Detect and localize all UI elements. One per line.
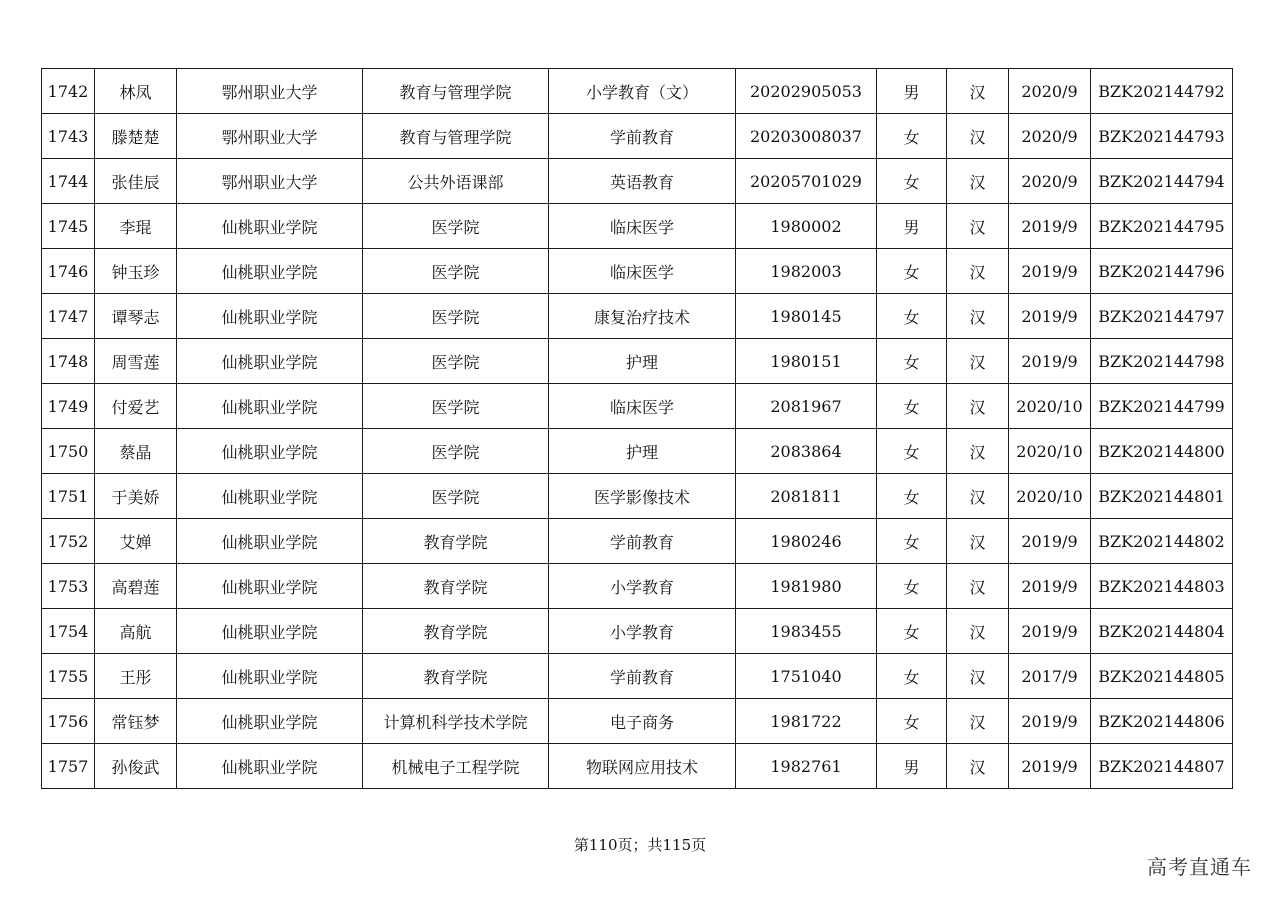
cert-number-cell: BZK202144806 (1091, 699, 1233, 744)
major-cell: 临床医学 (549, 384, 736, 429)
major-cell: 护理 (549, 429, 736, 474)
table-row (42, 744, 1233, 789)
cert-number-cell: BZK202144801 (1091, 474, 1233, 519)
seq-cell: 1746 (42, 249, 95, 294)
major-cell: 物联网应用技术 (549, 744, 736, 789)
seq-cell: 1754 (42, 609, 95, 654)
name-cell: 常钰梦 (95, 699, 177, 744)
school-cell: 鄂州职业大学 (177, 69, 363, 114)
ethnicity-cell: 汉 (947, 474, 1009, 519)
name-cell: 林凤 (95, 69, 177, 114)
ethnicity-cell: 汉 (947, 654, 1009, 699)
department-cell: 教育学院 (363, 519, 549, 564)
seq-cell: 1752 (42, 519, 95, 564)
name-cell: 蔡晶 (95, 429, 177, 474)
student-id-cell: 1980145 (736, 294, 877, 339)
gender-cell: 男 (877, 69, 947, 114)
gender-cell: 女 (877, 294, 947, 339)
gender-cell: 女 (877, 609, 947, 654)
table-row (42, 654, 1233, 699)
school-cell: 仙桃职业学院 (177, 744, 363, 789)
gender-cell: 女 (877, 159, 947, 204)
student-id-cell: 2083864 (736, 429, 877, 474)
school-cell: 仙桃职业学院 (177, 204, 363, 249)
table-row (42, 429, 1233, 474)
cert-number-cell: BZK202144805 (1091, 654, 1233, 699)
name-cell: 于美娇 (95, 474, 177, 519)
major-cell: 护理 (549, 339, 736, 384)
name-cell: 孙俊武 (95, 744, 177, 789)
enroll-date-cell: 2017/9 (1009, 654, 1091, 699)
department-cell: 计算机科学技术学院 (363, 699, 549, 744)
cert-number-cell: BZK202144793 (1091, 114, 1233, 159)
cert-number-cell: BZK202144799 (1091, 384, 1233, 429)
school-cell: 仙桃职业学院 (177, 519, 363, 564)
ethnicity-cell: 汉 (947, 114, 1009, 159)
student-id-cell: 2081967 (736, 384, 877, 429)
table-row (42, 114, 1233, 159)
table-row (42, 519, 1233, 564)
school-cell: 仙桃职业学院 (177, 564, 363, 609)
gender-cell: 男 (877, 204, 947, 249)
table-row (42, 294, 1233, 339)
student-id-cell: 1981722 (736, 699, 877, 744)
gender-cell: 女 (877, 474, 947, 519)
seq-cell: 1749 (42, 384, 95, 429)
table-row (42, 249, 1233, 294)
student-id-cell: 2081811 (736, 474, 877, 519)
enroll-date-cell: 2019/9 (1009, 564, 1091, 609)
gender-cell: 女 (877, 519, 947, 564)
name-cell: 李琨 (95, 204, 177, 249)
seq-cell: 1743 (42, 114, 95, 159)
gender-cell: 女 (877, 699, 947, 744)
student-id-cell: 1980151 (736, 339, 877, 384)
name-cell: 艾婵 (95, 519, 177, 564)
seq-cell: 1753 (42, 564, 95, 609)
table-row (42, 609, 1233, 654)
cert-number-cell: BZK202144796 (1091, 249, 1233, 294)
major-cell: 学前教育 (549, 519, 736, 564)
gender-cell: 女 (877, 114, 947, 159)
enroll-date-cell: 2020/9 (1009, 69, 1091, 114)
cert-number-cell: BZK202144795 (1091, 204, 1233, 249)
name-cell: 谭琴志 (95, 294, 177, 339)
seq-cell: 1750 (42, 429, 95, 474)
department-cell: 公共外语课部 (363, 159, 549, 204)
ethnicity-cell: 汉 (947, 429, 1009, 474)
seq-cell: 1751 (42, 474, 95, 519)
major-cell: 医学影像技术 (549, 474, 736, 519)
gender-cell: 女 (877, 429, 947, 474)
ethnicity-cell: 汉 (947, 249, 1009, 294)
table-row (42, 384, 1233, 429)
gender-cell: 男 (877, 744, 947, 789)
student-id-cell: 1982761 (736, 744, 877, 789)
cert-number-cell: BZK202144792 (1091, 69, 1233, 114)
student-id-cell: 1982003 (736, 249, 877, 294)
student-id-cell: 1751040 (736, 654, 877, 699)
school-cell: 仙桃职业学院 (177, 339, 363, 384)
school-cell: 仙桃职业学院 (177, 294, 363, 339)
major-cell: 临床医学 (549, 249, 736, 294)
ethnicity-cell: 汉 (947, 294, 1009, 339)
school-cell: 仙桃职业学院 (177, 609, 363, 654)
table-row (42, 474, 1233, 519)
ethnicity-cell: 汉 (947, 339, 1009, 384)
student-id-cell: 20205701029 (736, 159, 877, 204)
student-id-cell: 1983455 (736, 609, 877, 654)
major-cell: 学前教育 (549, 114, 736, 159)
cert-number-cell: BZK202144804 (1091, 609, 1233, 654)
department-cell: 教育与管理学院 (363, 114, 549, 159)
seq-cell: 1747 (42, 294, 95, 339)
enroll-date-cell: 2019/9 (1009, 249, 1091, 294)
major-cell: 小学教育 (549, 609, 736, 654)
student-record-table (41, 68, 1233, 789)
seq-cell: 1748 (42, 339, 95, 384)
school-cell: 仙桃职业学院 (177, 249, 363, 294)
gender-cell: 女 (877, 339, 947, 384)
enroll-date-cell: 2020/10 (1009, 384, 1091, 429)
name-cell: 张佳辰 (95, 159, 177, 204)
department-cell: 医学院 (363, 474, 549, 519)
department-cell: 医学院 (363, 204, 549, 249)
ethnicity-cell: 汉 (947, 699, 1009, 744)
student-id-cell: 20202905053 (736, 69, 877, 114)
department-cell: 教育学院 (363, 654, 549, 699)
ethnicity-cell: 汉 (947, 744, 1009, 789)
student-id-cell: 1980002 (736, 204, 877, 249)
name-cell: 周雪莲 (95, 339, 177, 384)
name-cell: 钟玉珍 (95, 249, 177, 294)
seq-cell: 1756 (42, 699, 95, 744)
ethnicity-cell: 汉 (947, 609, 1009, 654)
major-cell: 英语教育 (549, 159, 736, 204)
cert-number-cell: BZK202144803 (1091, 564, 1233, 609)
gender-cell: 女 (877, 384, 947, 429)
department-cell: 医学院 (363, 249, 549, 294)
major-cell: 学前教育 (549, 654, 736, 699)
school-cell: 仙桃职业学院 (177, 474, 363, 519)
ethnicity-cell: 汉 (947, 519, 1009, 564)
gender-cell: 女 (877, 249, 947, 294)
seq-cell: 1757 (42, 744, 95, 789)
department-cell: 医学院 (363, 339, 549, 384)
major-cell: 临床医学 (549, 204, 736, 249)
department-cell: 教育学院 (363, 609, 549, 654)
enroll-date-cell: 2019/9 (1009, 294, 1091, 339)
school-cell: 仙桃职业学院 (177, 429, 363, 474)
name-cell: 王彤 (95, 654, 177, 699)
seq-cell: 1755 (42, 654, 95, 699)
name-cell: 高航 (95, 609, 177, 654)
major-cell: 电子商务 (549, 699, 736, 744)
seq-cell: 1742 (42, 69, 95, 114)
enroll-date-cell: 2019/9 (1009, 204, 1091, 249)
department-cell: 医学院 (363, 384, 549, 429)
table-row (42, 69, 1233, 114)
ethnicity-cell: 汉 (947, 384, 1009, 429)
major-cell: 康复治疗技术 (549, 294, 736, 339)
school-cell: 仙桃职业学院 (177, 654, 363, 699)
ethnicity-cell: 汉 (947, 69, 1009, 114)
school-cell: 鄂州职业大学 (177, 159, 363, 204)
cert-number-cell: BZK202144798 (1091, 339, 1233, 384)
ethnicity-cell: 汉 (947, 564, 1009, 609)
table-row (42, 159, 1233, 204)
department-cell: 医学院 (363, 294, 549, 339)
enroll-date-cell: 2020/10 (1009, 429, 1091, 474)
table-body (42, 69, 1233, 789)
cert-number-cell: BZK202144802 (1091, 519, 1233, 564)
gender-cell: 女 (877, 654, 947, 699)
name-cell: 滕楚楚 (95, 114, 177, 159)
name-cell: 付爱艺 (95, 384, 177, 429)
enroll-date-cell: 2019/9 (1009, 519, 1091, 564)
seq-cell: 1744 (42, 159, 95, 204)
table-row (42, 204, 1233, 249)
cert-number-cell: BZK202144794 (1091, 159, 1233, 204)
cert-number-cell: BZK202144800 (1091, 429, 1233, 474)
enroll-date-cell: 2020/9 (1009, 114, 1091, 159)
student-id-cell: 20203008037 (736, 114, 877, 159)
student-id-cell: 1981980 (736, 564, 877, 609)
department-cell: 机械电子工程学院 (363, 744, 549, 789)
ethnicity-cell: 汉 (947, 159, 1009, 204)
school-cell: 仙桃职业学院 (177, 699, 363, 744)
major-cell: 小学教育 (549, 564, 736, 609)
table-row (42, 564, 1233, 609)
enroll-date-cell: 2020/9 (1009, 159, 1091, 204)
school-cell: 仙桃职业学院 (177, 384, 363, 429)
table-row (42, 339, 1233, 384)
enroll-date-cell: 2020/10 (1009, 474, 1091, 519)
department-cell: 教育学院 (363, 564, 549, 609)
watermark-logo-text: 高考直通车 (1147, 855, 1252, 879)
enroll-date-cell: 2019/9 (1009, 609, 1091, 654)
ethnicity-cell: 汉 (947, 204, 1009, 249)
major-cell: 小学教育（文） (549, 69, 736, 114)
page-number: 第110页；共115页 (573, 836, 707, 854)
table-row (42, 699, 1233, 744)
cert-number-cell: BZK202144807 (1091, 744, 1233, 789)
cert-number-cell: BZK202144797 (1091, 294, 1233, 339)
enroll-date-cell: 2019/9 (1009, 699, 1091, 744)
department-cell: 医学院 (363, 429, 549, 474)
school-cell: 鄂州职业大学 (177, 114, 363, 159)
student-id-cell: 1980246 (736, 519, 877, 564)
name-cell: 高碧莲 (95, 564, 177, 609)
seq-cell: 1745 (42, 204, 95, 249)
enroll-date-cell: 2019/9 (1009, 339, 1091, 384)
gender-cell: 女 (877, 564, 947, 609)
enroll-date-cell: 2019/9 (1009, 744, 1091, 789)
department-cell: 教育与管理学院 (363, 69, 549, 114)
